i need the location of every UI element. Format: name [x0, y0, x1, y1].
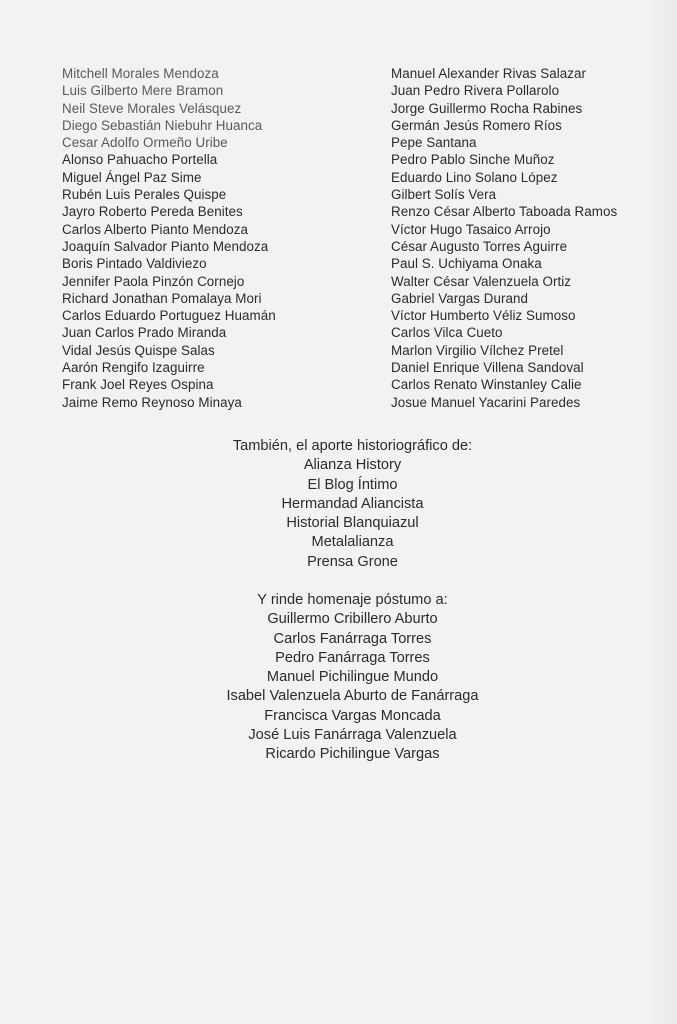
contributor-name: Marlon Virgilio Vílchez Pretel: [391, 342, 564, 358]
historiographic-source: Alianza History: [303, 457, 402, 474]
contributor-name: Rubén Luis Perales Quispe: [62, 187, 227, 203]
contributor-name: Boris Pintado Valdiviezo: [62, 256, 207, 272]
contributor-name: Carlos Renato Winstanley Calie: [391, 377, 582, 393]
historiographic-section: [0, 437, 677, 572]
contributor-name: Jennifer Paola Pinzón Cornejo: [62, 273, 245, 289]
contributor-name: Diego Sebastián Niebuhr Huanca: [62, 117, 263, 133]
contributor-name: Joaquín Salvador Pianto Mendoza: [62, 238, 269, 254]
contributor-name: Gabriel Vargas Durand: [391, 290, 529, 306]
historiographic-source: Hermandad Aliancista: [281, 495, 424, 512]
homage-name: Francisca Vargas Moncada: [264, 707, 441, 724]
contributor-name: Paul S. Uchiyama Onaka: [391, 256, 542, 272]
contributor-name: Neil Steve Morales Velásquez: [62, 100, 242, 116]
contributor-name: Daniel Enrique Villena Sandoval: [391, 360, 584, 376]
contributor-name: Carlos Eduardo Portuguez Huamán: [62, 308, 276, 324]
contributor-name: Luis Gilberto Mere Bramon: [62, 83, 224, 99]
contributor-name: Jorge Guillermo Rocha Rabines: [391, 100, 583, 116]
contributors-right-column: [391, 65, 671, 411]
contributor-name: Víctor Hugo Tasaico Arrojo: [391, 221, 551, 237]
historiographic-heading: También, el aporte historiográfico de:: [232, 438, 473, 454]
contributor-name: Aarón Rengifo Izaguirre: [62, 360, 205, 376]
contributor-name: Walter César Valenzuela Ortiz: [391, 273, 572, 289]
contributor-name: Frank Joel Reyes Ospina: [62, 377, 214, 393]
contributor-name: Pepe Santana: [391, 135, 477, 151]
contributor-name: Josue Manuel Yacarini Paredes: [391, 394, 581, 410]
homage-heading: Y rinde homenaje póstumo a:: [257, 592, 448, 608]
contributor-name: Mitchell Morales Mendoza: [62, 66, 219, 81]
historiographic-source: Metalalianza: [311, 534, 394, 551]
historiographic-source: Prensa Grone: [307, 553, 398, 570]
homage-name: Ricardo Pichilingue Vargas: [265, 746, 440, 763]
homage-name: Isabel Valenzuela Aburto de Fanárraga: [226, 688, 479, 705]
contributor-name: Víctor Humberto Véliz Sumoso: [391, 308, 576, 324]
historiographic-source: El Blog Íntimo: [307, 476, 398, 493]
contributor-name: Richard Jonathan Pomalaya Mori: [62, 290, 262, 306]
contributor-name: Cesar Adolfo Ormeño Uribe: [62, 135, 228, 151]
contributor-name: Gilbert Solís Vera: [391, 187, 497, 203]
homage-name: Guillermo Cribillero Aburto: [267, 611, 438, 628]
contributor-name: Germán Jesús Romero Ríos: [391, 117, 562, 133]
contributor-name: César Augusto Torres Aguirre: [391, 238, 568, 254]
contributor-name: Vidal Jesús Quispe Salas: [62, 342, 215, 358]
contributor-columns: [62, 65, 662, 415]
homage-name: Manuel Pichilingue Mundo: [266, 669, 439, 686]
contributor-name: Carlos Alberto Pianto Mendoza: [62, 221, 249, 237]
contributor-name: Carlos Vilca Cueto: [391, 325, 503, 341]
homage-name: Carlos Fanárraga Torres: [273, 630, 432, 647]
contributor-name: Juan Pedro Rivera Pollarolo: [391, 83, 560, 99]
contributors-left-column: [62, 65, 382, 411]
homage-name: Pedro Fanárraga Torres: [275, 649, 430, 666]
contributor-name: Manuel Alexander Rivas Salazar: [391, 66, 587, 81]
homage-section: [0, 591, 677, 765]
contributor-name: Alonso Pahuacho Portella: [62, 152, 218, 168]
contributor-name: Jaime Remo Reynoso Minaya: [62, 394, 242, 410]
contributor-name: Pedro Pablo Sinche Muñoz: [391, 152, 555, 168]
historiographic-source: Historial Blanquiazul: [286, 515, 419, 532]
contributor-name: Eduardo Lino Solano López: [391, 169, 558, 185]
contributor-name: Miguel Ángel Paz Sime: [62, 169, 202, 185]
contributor-name: Jayro Roberto Pereda Benites: [62, 204, 243, 220]
homage-name: José Luis Fanárraga Valenzuela: [248, 727, 457, 744]
contributor-name: Juan Carlos Prado Miranda: [62, 325, 227, 341]
contributor-name: Renzo César Alberto Taboada Ramos: [391, 204, 618, 220]
